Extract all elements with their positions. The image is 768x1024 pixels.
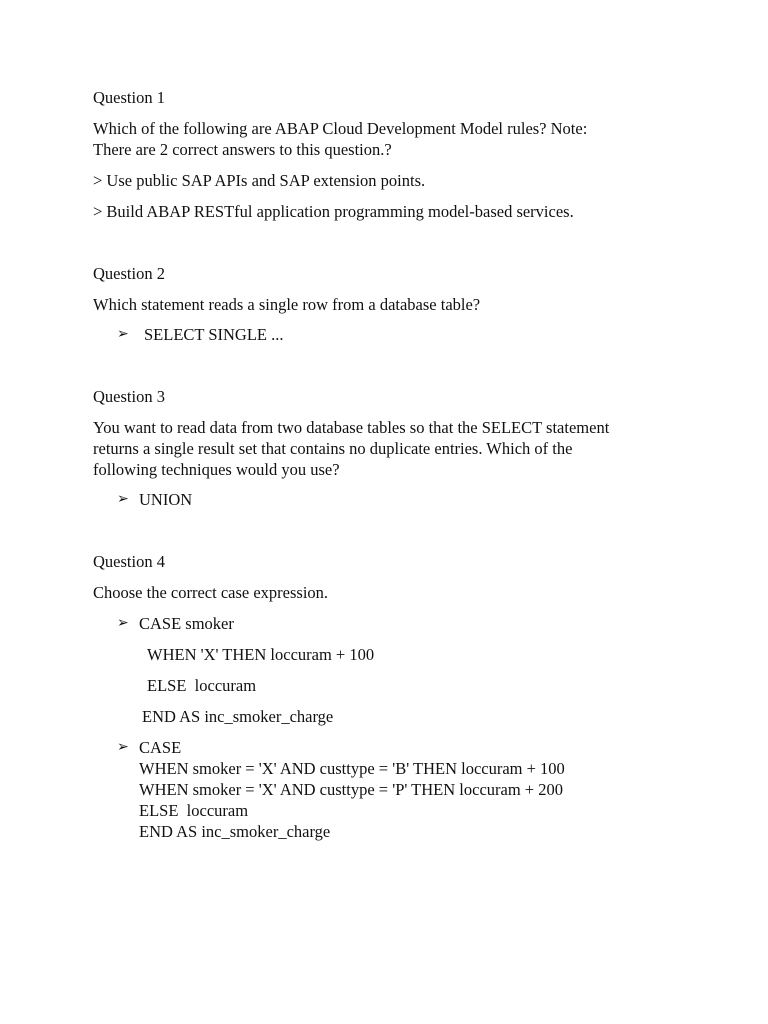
question-3-prompt-line-3: following techniques would you use? xyxy=(93,460,340,479)
question-2-answer: SELECT SINGLE ... xyxy=(144,325,284,344)
question-4-option-1-line-2: WHEN 'X' THEN loccuram + 100 xyxy=(147,645,375,664)
question-4-option-2-line-1: CASE xyxy=(139,738,182,757)
arrow-bullet-icon: ➢ xyxy=(117,492,129,507)
question-1-prompt-line-2: There are 2 correct answers to this question.? xyxy=(93,140,392,159)
question-4-option-2-line-5: END AS inc_smoker_charge xyxy=(139,822,331,841)
question-3-title: Question 3 xyxy=(93,387,165,406)
question-3-prompt-line-1: You want to read data from two database tables so that the SELECT statement xyxy=(93,418,610,437)
arrow-bullet-icon: ➢ xyxy=(117,740,129,755)
question-3-answer: UNION xyxy=(139,490,193,509)
question-4-option-1-line-4: END AS inc_smoker_charge xyxy=(142,707,334,726)
question-4-option-1-line-3: ELSE loccuram xyxy=(147,676,257,695)
arrow-bullet-icon: ➢ xyxy=(117,327,129,342)
arrow-bullet-icon: ➢ xyxy=(117,616,129,631)
question-4-title: Question 4 xyxy=(93,552,165,571)
question-4-option-1-line-1: CASE smoker xyxy=(139,614,234,633)
question-4-option-2-line-4: ELSE loccuram xyxy=(139,801,249,820)
question-2-prompt: Which statement reads a single row from a database table? xyxy=(93,295,481,314)
question-4-prompt: Choose the correct case expression. xyxy=(93,583,329,602)
question-2-title: Question 2 xyxy=(93,264,165,283)
question-1-title: Question 1 xyxy=(93,88,165,107)
question-1-prompt-line-1: Which of the following are ABAP Cloud Development Model rules? Note: xyxy=(93,119,588,138)
question-4-option-2-line-2: WHEN smoker = 'X' AND custtype = 'B' THEN loccuram + 100 xyxy=(139,759,565,778)
question-4-option-2-line-3: WHEN smoker = 'X' AND custtype = 'P' THEN loccuram + 200 xyxy=(139,780,563,799)
question-1-answer-2: > Build ABAP RESTful application programming model-based services. xyxy=(93,202,574,221)
question-3-prompt-line-2: returns a single result set that contains no duplicate entries. Which of the xyxy=(93,439,573,458)
question-1-answer-1: > Use public SAP APIs and SAP extension points. xyxy=(93,171,426,190)
